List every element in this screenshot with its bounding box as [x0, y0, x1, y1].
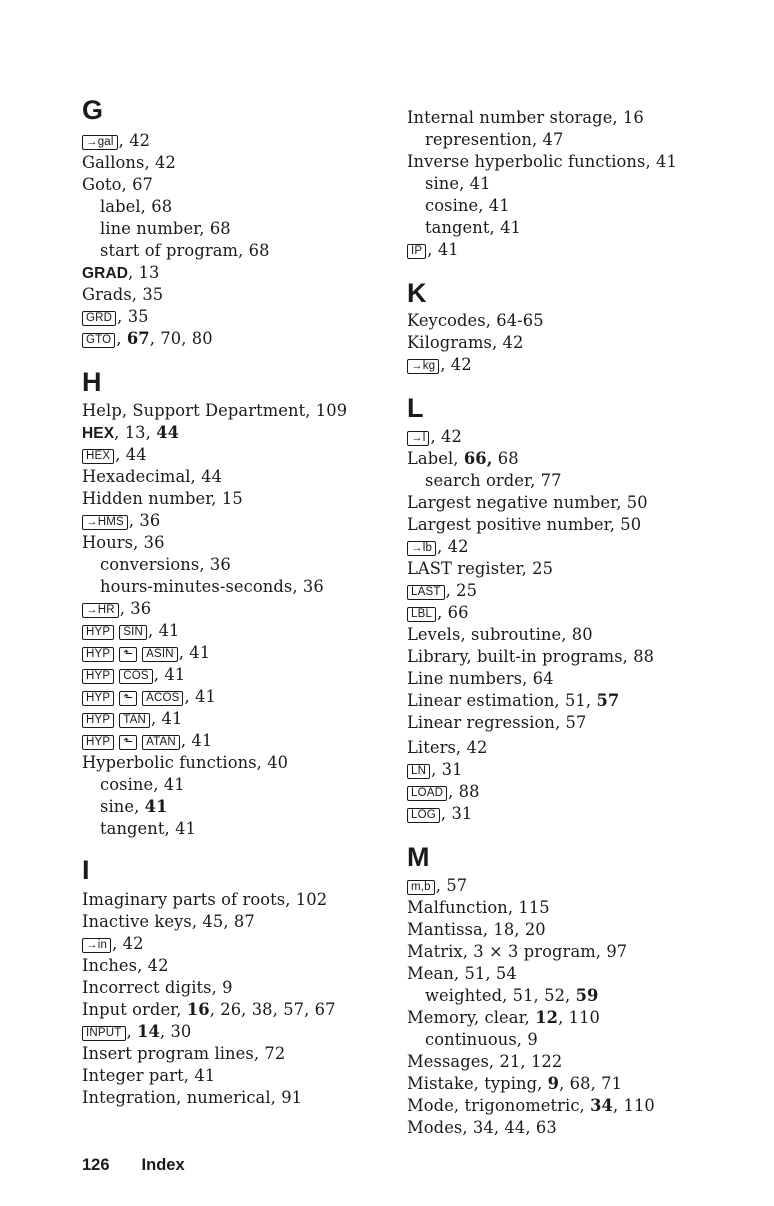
index-entry: Help, Support Department, 109: [82, 401, 348, 420]
index-entry: Hours, 36: [82, 533, 165, 552]
key-atan: ATAN: [142, 735, 180, 750]
index-entry: Memory, clear, 12, 110: [407, 1008, 601, 1027]
section-letter-m: M: [407, 842, 430, 872]
key-hyp: HYP: [82, 669, 114, 684]
key-input: INPUT: [82, 1026, 126, 1041]
index-entry: Library, built-in programs, 88: [407, 647, 655, 666]
index-entry: Mean, 51, 54: [407, 964, 517, 983]
index-entry: Modes, 34, 44, 63: [407, 1118, 557, 1137]
key-hyp: HYP: [82, 647, 114, 662]
index-entry: Mistake, typing, 9, 68, 71: [407, 1074, 623, 1093]
key-hyp: HYP: [82, 625, 114, 640]
index-entry: Integration, numerical, 91: [82, 1088, 303, 1107]
index-entry: Input order, 16, 26, 38, 57, 67: [82, 1000, 336, 1019]
index-entry: Messages, 21, 122: [407, 1052, 563, 1071]
key-asin: ASIN: [142, 647, 178, 662]
index-entry: LOG , 31: [407, 803, 472, 825]
key-hex: HEX: [82, 449, 114, 464]
index-entry: HYP SIN , 41: [82, 620, 180, 642]
index-entry: Largest positive number, 50: [407, 515, 642, 534]
index-entry: →HMS , 36: [82, 510, 160, 532]
key-log: LOG: [407, 808, 440, 823]
index-entry: Incorrect digits, 9: [82, 978, 233, 997]
page-number: 126: [82, 1156, 110, 1174]
index-entry: Kilograms, 42: [407, 333, 524, 352]
shift-arrow-icon: ⬑: [119, 735, 137, 750]
index-subentry: weighted, 51, 52, 59: [425, 986, 599, 1005]
index-entry: GRD , 35: [82, 306, 149, 328]
index-entry: LBL , 66: [407, 602, 469, 624]
section-letter-g: G: [82, 95, 104, 125]
index-entry: Label, 66, 68: [407, 449, 519, 468]
index-entry: Liters, 42: [407, 738, 488, 757]
index-entry: LAST , 25: [407, 580, 477, 602]
index-subentry: hours-minutes-seconds, 36: [100, 577, 324, 596]
key-acos: ACOS: [142, 691, 183, 706]
section-letter-l: L: [407, 393, 424, 423]
index-entry: m,b , 57: [407, 875, 467, 897]
index-entry: Line numbers, 64: [407, 669, 554, 688]
index-entry: Hexadecimal, 44: [82, 467, 223, 486]
key-to-lb: →lb: [407, 541, 436, 556]
index-entry: GTO , 67, 70, 80: [82, 328, 213, 350]
key-to-hr: →HR: [82, 603, 119, 618]
section-letter-i: I: [82, 855, 90, 885]
key-to-in: →in: [82, 938, 111, 953]
index-subentry: sine, 41: [100, 797, 168, 816]
shift-arrow-icon: ⬑: [119, 647, 137, 662]
index-entry: Malfunction, 115: [407, 898, 550, 917]
index-subentry: cosine, 41: [100, 775, 185, 794]
index-entry: Gallons, 42: [82, 153, 176, 172]
index-entry: LAST register, 25: [407, 559, 554, 578]
index-subentry: line number, 68: [100, 219, 231, 238]
key-hyp: HYP: [82, 735, 114, 750]
index-subentry: cosine, 41: [425, 196, 510, 215]
index-entry: →kg , 42: [407, 354, 472, 376]
key-gto: GTO: [82, 333, 115, 348]
key-cos: COS: [119, 669, 153, 684]
section-letter-h: H: [82, 367, 102, 397]
index-entry: Largest negative number, 50: [407, 493, 648, 512]
key-grd: GRD: [82, 311, 116, 326]
index-subentry: search order, 77: [425, 471, 562, 490]
index-entry: IP , 41: [407, 239, 459, 261]
index-subentry: sine, 41: [425, 174, 491, 193]
key-mb: m,b: [407, 880, 435, 895]
key-sin: SIN: [119, 625, 147, 640]
index-entry: HYP COS , 41: [82, 664, 185, 686]
key-tan: TAN: [119, 713, 150, 728]
index-entry: Integer part, 41: [82, 1066, 216, 1085]
index-subentry: represention, 47: [425, 130, 564, 149]
section-letter-k: K: [407, 278, 427, 308]
key-last: LAST: [407, 585, 445, 600]
index-entry: Goto, 67: [82, 175, 154, 194]
index-entry: Imaginary parts of roots, 102: [82, 890, 328, 909]
key-to-gal: →gal: [82, 135, 118, 150]
index-entry: →l , 42: [407, 426, 462, 448]
index-entry: Keycodes, 64-65: [407, 311, 544, 330]
index-subentry: continuous, 9: [425, 1030, 538, 1049]
key-hyp: HYP: [82, 691, 114, 706]
index-entry: LOAD , 88: [407, 781, 480, 803]
index-entry: Linear regression, 57: [407, 713, 587, 732]
index-entry: Matrix, 3 × 3 program, 97: [407, 942, 628, 961]
index-entry: →HR , 36: [82, 598, 151, 620]
index-entry: Mode, trigonometric, 34, 110: [407, 1096, 655, 1115]
index-entry: Levels, subroutine, 80: [407, 625, 593, 644]
index-entry: GRAD, 13: [82, 263, 160, 282]
key-to-kg: →kg: [407, 359, 439, 374]
index-entry: →lb , 42: [407, 536, 469, 558]
index-entry: HYP ⬑ ACOS , 41: [82, 686, 216, 708]
index-entry: Linear estimation, 51, 57: [407, 691, 620, 710]
index-entry: Inverse hyperbolic functions, 41: [407, 152, 677, 171]
index-subentry: start of program, 68: [100, 241, 270, 260]
key-ln: LN: [407, 764, 430, 779]
index-subentry: label, 68: [100, 197, 173, 216]
index-entry: Hidden number, 15: [82, 489, 243, 508]
index-entry: Inactive keys, 45, 87: [82, 912, 255, 931]
index-entry: →gal , 42: [82, 130, 150, 152]
index-subentry: tangent, 41: [100, 819, 196, 838]
key-ip: IP: [407, 244, 426, 259]
key-load: LOAD: [407, 786, 447, 801]
index-entry: HYP TAN , 41: [82, 708, 182, 730]
index-entry: HYP ⬑ ASIN , 41: [82, 642, 210, 664]
section-title: Index: [141, 1156, 185, 1174]
index-subentry: tangent, 41: [425, 218, 521, 237]
index-entry: LN , 31: [407, 759, 463, 781]
index-entry: Internal number storage, 16: [407, 108, 644, 127]
key-hyp: HYP: [82, 713, 114, 728]
index-entry: →in , 42: [82, 933, 144, 955]
key-lbl: LBL: [407, 607, 436, 622]
index-entry: Grads, 35: [82, 285, 164, 304]
index-entry: Mantissa, 18, 20: [407, 920, 546, 939]
index-entry: Inches, 42: [82, 956, 169, 975]
index-entry: Insert program lines, 72: [82, 1044, 286, 1063]
index-entry: INPUT , 14, 30: [82, 1021, 191, 1043]
index-entry: HEX, 13, 44: [82, 423, 180, 442]
index-entry: HEX , 44: [82, 444, 147, 466]
key-to-hms: →HMS: [82, 515, 128, 530]
index-entry: Hyperbolic functions, 40: [82, 753, 289, 772]
page-footer: [82, 1154, 185, 1176]
key-to-l: →l: [407, 431, 429, 446]
index-subentry: conversions, 36: [100, 555, 231, 574]
shift-arrow-icon: ⬑: [119, 691, 137, 706]
index-entry: HYP ⬑ ATAN , 41: [82, 730, 212, 752]
